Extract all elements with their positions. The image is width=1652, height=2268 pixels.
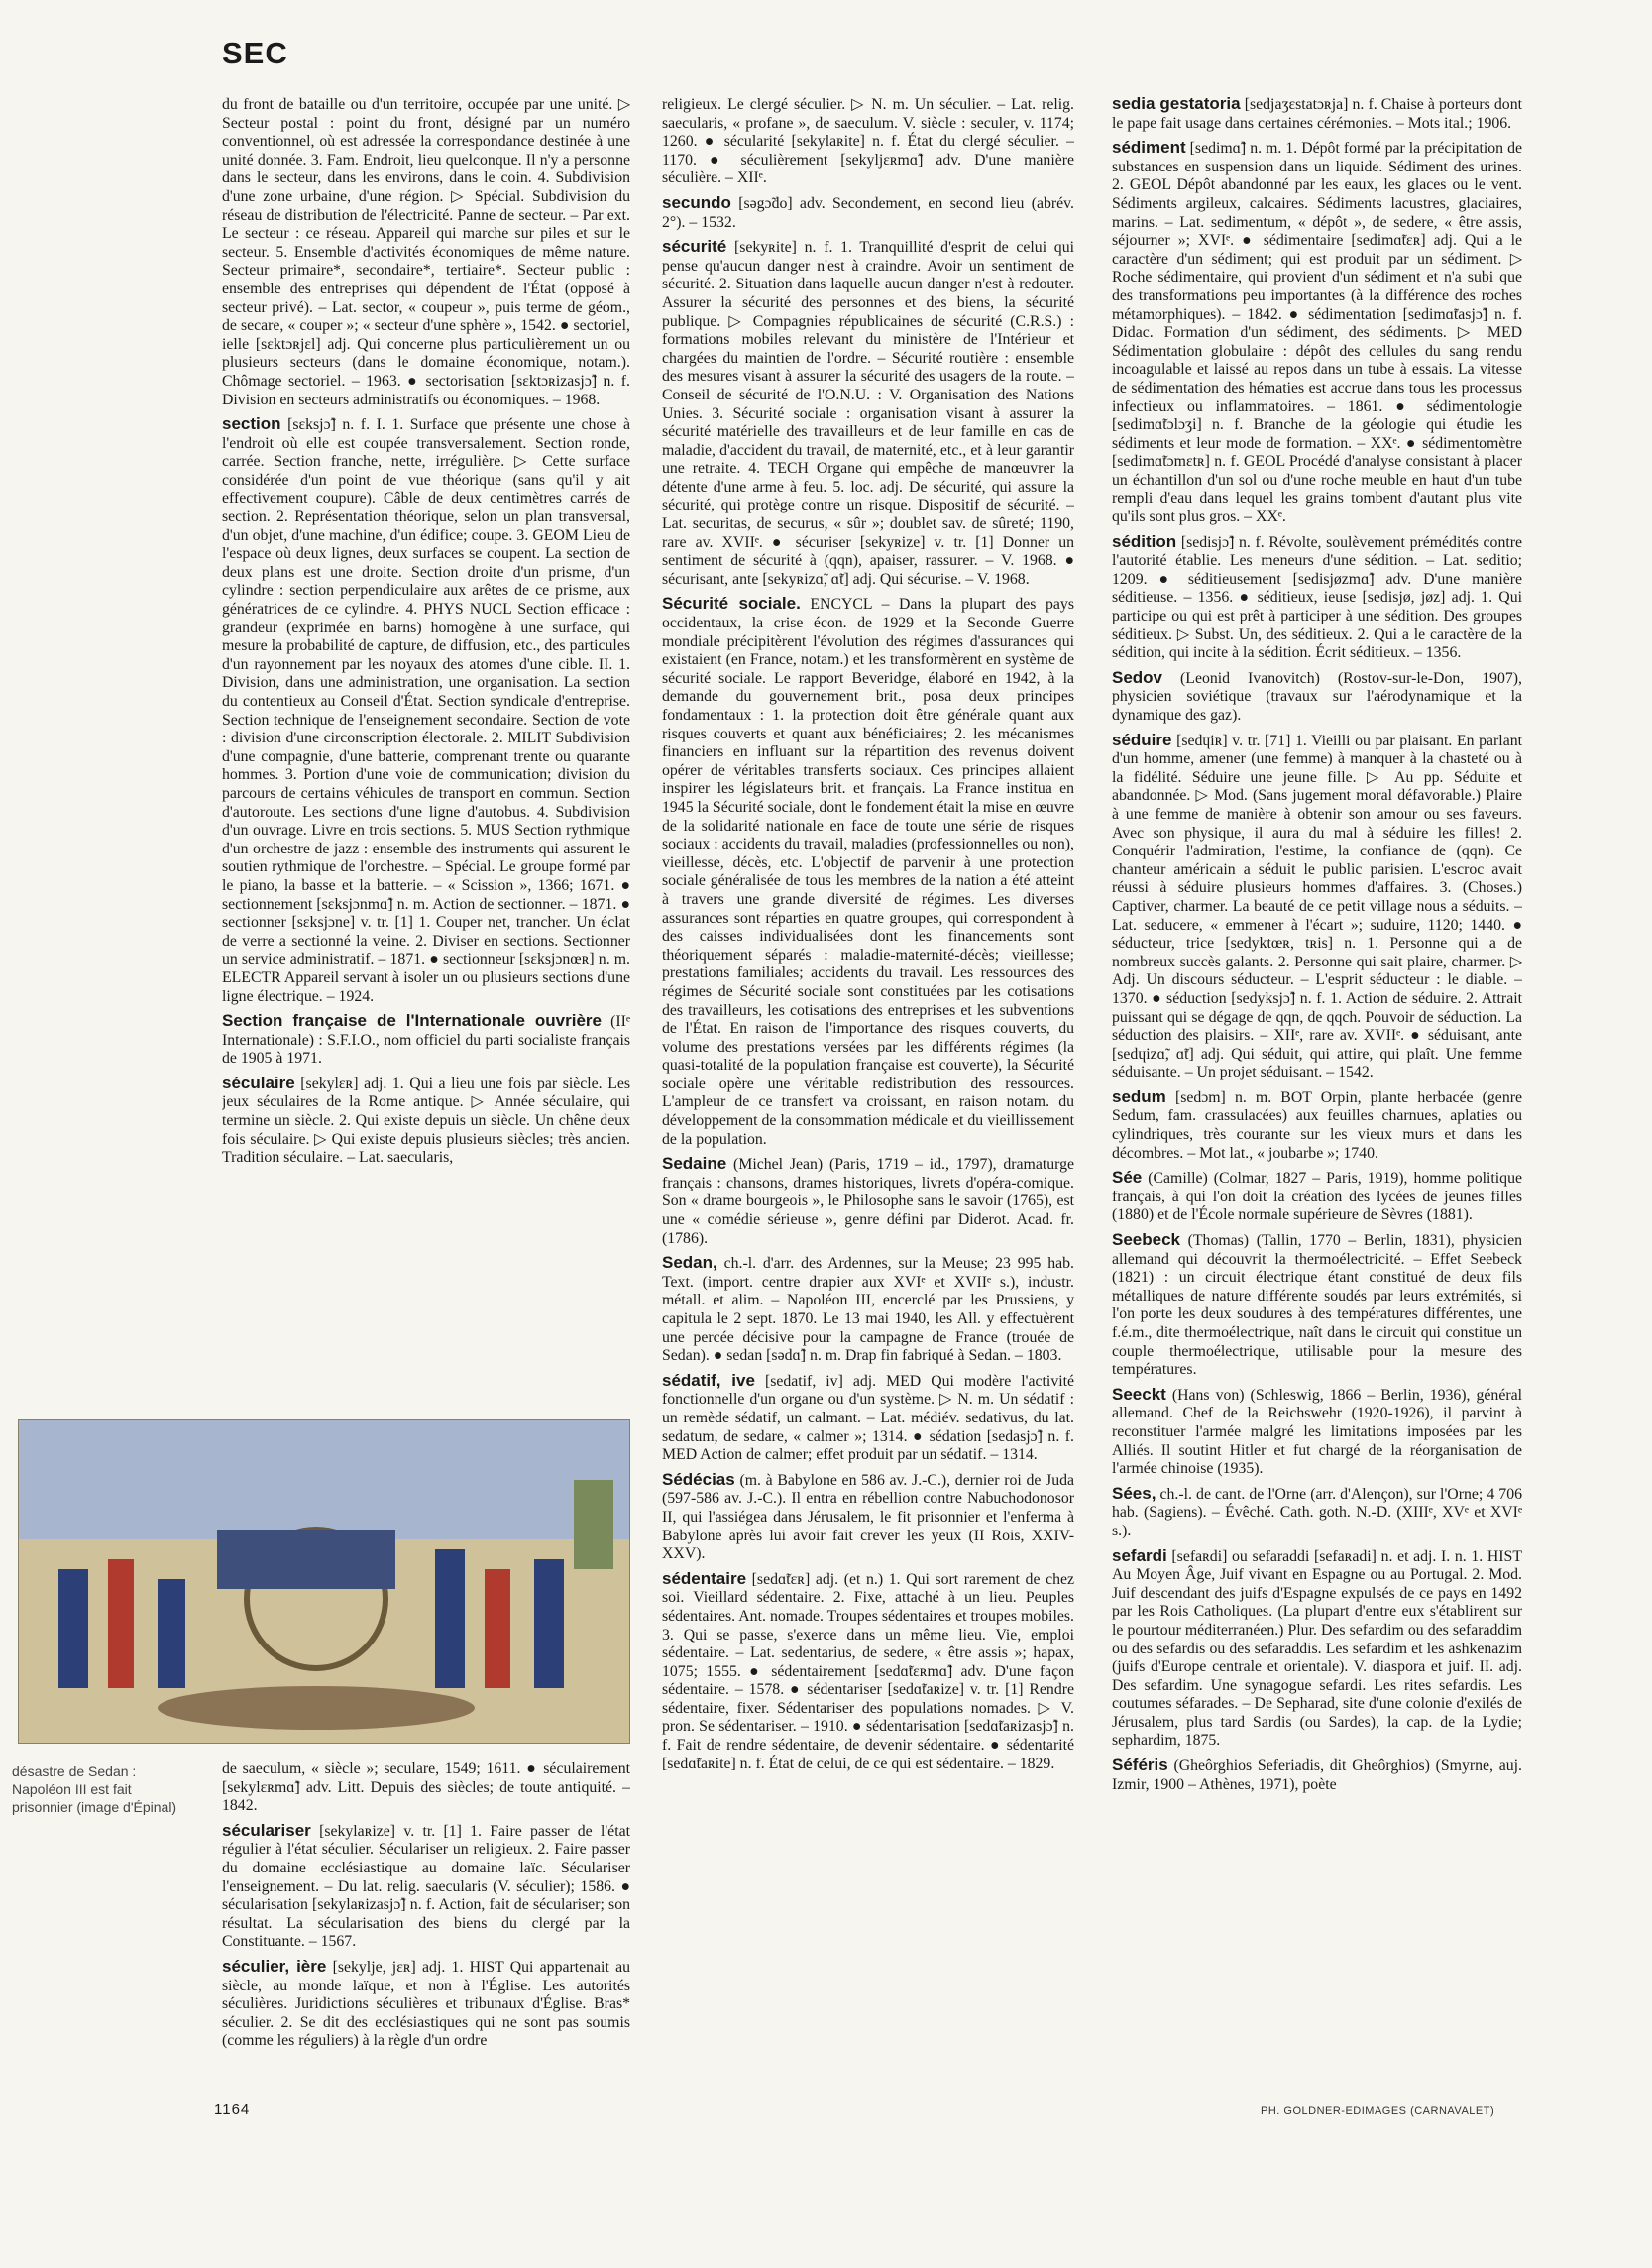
entry-headword: Sédécias xyxy=(662,1469,735,1489)
entry-text: [səgɔ̃do] adv. Secondement, en second lieu (abrév. 2°). – 1532. xyxy=(662,194,1074,231)
photo-credit: PH. GOLDNER-EDIMAGES (CARNAVALET) xyxy=(1261,2105,1495,2117)
dictionary-entry xyxy=(1112,669,1522,726)
illustration-sedan-image xyxy=(18,1419,630,1744)
dictionary-entry xyxy=(662,595,1074,1149)
dictionary-entry xyxy=(662,1155,1074,1248)
entry-text: [sedisjɔ̃] n. f. Révolte, soulèvement prémédités contre l'autorité établie. Les meneurs d'une sédition. – Lat. seditio; 1209. ● séditieusement [sedisjøzmɑ̃] adv. D'une manière séditieuse. – 1356. ● séditieux, ieuse [sedisjø, jøz] adj. 1. Qui participe ou qui est prêt à participer à une sédition. Des groupes séditieux. ▷ Subst. Un, des séditieux. 2. Qui a le caractère de la sédition, qui incite à la sédition. Écrit séditieux. – 1356. xyxy=(1112,533,1522,662)
illustration-caption xyxy=(12,1762,180,1816)
entry-text: [sedɥiʀ] v. tr. [71] 1. Vieilli ou par plaisant. En parlant d'un homme, amener (une femme) à manquer à la chasteté ou à la fidélité. Séduire une jeune fille. ▷ Au pp. Séduite et abandonnée. ▷ Mod. (Sans jugement moral défavorable.) Plaire à une femme de manière à obtenir son amour ou ses faveurs. Avec son physique, il aura du mal à séduire les filles! 2. Conquérir l'admiration, l'estime, la confiance de (qqn). Ce chanteur américain a séduit le public parisien. L'escroc avait réussi à séduire plusieurs hommes d'affaires. 3. (Choses.) Captiver, charmer. La beauté de ce petit village nous a séduits. – Lat. seducere, « emmener à l'écart »; suduire, 1120; 1440. ● séducteur, trice [sedyktœʀ, tʀis] n. 1. Personne qui a de nombreux succès galants. 2. Personne qui sait plaire, charmer. ▷ Adj. Un discours séducteur. – L'esprit séducteur : le diable. – 1370. ● séduction [sedyksjɔ̃] n. f. 1. Action de séduire. 2. Attrait puissant qui se dégage de qqn, de qqch. Pouvoir de séduction. La séduction des plaisirs. – XIIᵉ, rare av. XVIIᵉ. ● séduisant, ante [sedɥizɑ̃, ɑ̃t] adj. Qui séduit, qui attire, qui plaît. Une femme séduisante. – Un projet séduisant. – 1542. xyxy=(1112,732,1522,1081)
entry-headword: Sedov xyxy=(1112,667,1163,687)
dictionary-entry xyxy=(1112,1088,1522,1163)
entry-text: [sekyʀite] n. f. 1. Tranquillité d'esprit de celui qui pense qu'aucun danger n'est à craindre. Avoir un sentiment de sécurité. 2. Situation dans laquelle aucun danger n'est à redouter. Assurer la sécurité des personnes et des biens, la sécurité publique. ▷ Compagnies républicaines de sécurité (C.R.S.) : formations mobiles relevant du ministère de l'Intérieur et chargées du maintien de l'ordre. – Sécurité routière : ensemble des mesures visant à assurer la sécurité des usagers de la route. – Conseil de sécurité de l'O.N.U. : V. Organisation des Nations Unies. 3. Sécurité sociale : organisation visant à assurer la sécurité matérielle des travailleurs et de leur famille en cas de maladie, d'accident du travail, de maternité, etc., et à leur garantir une retraite. 4. TECH Organe qui empêche de manœuvrer la détente d'une arme à feu. 5. loc. adj. De sécurité, qui assure la sécurité, qui protège contre un risque. Dispositif de sécurité. – Lat. securitas, de securus, « sûr »; doublet sav. de sûreté; 1190, rare av. XVIIᵉ. ● sécuriser [sekyʀize] v. tr. [1] Donner un sentiment de sécurité à (qqn), apaiser, rassurer. – V. 1968. ● sécurisant, ante [sekyʀizɑ̃, ɑ̃t] adj. Qui sécurise. – V. 1968. xyxy=(662,239,1074,588)
entry-headword: Seeckt xyxy=(1112,1384,1166,1404)
dictionary-entry xyxy=(222,1958,630,2051)
entry-headword: Seebeck xyxy=(1112,1230,1180,1250)
entry-headword: Section française de l'Internationale ouvrière xyxy=(222,1011,602,1031)
dictionary-entry xyxy=(1112,533,1522,663)
dictionary-entry xyxy=(222,95,630,409)
dictionary-entry xyxy=(662,238,1074,589)
dictionary-entry xyxy=(662,194,1074,232)
dictionary-entry xyxy=(1112,1386,1522,1479)
entry-text: religieux. Le clergé séculier. ▷ N. m. Un séculier. – Lat. relig. saecularis, « profane », de saeculum. V. siècle : seculer, v. 1174; 1260. ● sécularité [sekylaʀite] n. f. État du clergé séculier. – 1170. ● séculièrement [sekyljɛʀmɑ̃] adv. D'une manière séculière. – XIIᵉ. xyxy=(662,96,1074,187)
entry-text: (IIᵉ Internationale) : S.F.I.O., nom officiel du parti socialiste français de 1905 à 1971. xyxy=(222,1013,630,1068)
entry-text: [sedɑ̃tɛʀ] adj. (et n.) 1. Qui sort rarement de chez soi. Vieillard sédentaire. 2. Fixe, attaché à un lieu. Peuples sédentaires. Ant. nomade. Troupes sédentaires et troupes mobiles. 3. Qui se passe, s'exerce dans un même lieu. Vie, emploi sédentaire. – Lat. sedentarius, de sedere, « être assis »; hapax, 1075; 1555. ● sédentairement [sedɑ̃tɛʀmɑ̃] adv. D'une façon sédentaire. – 1578. ● sédentariser [sedɑ̃taʀize] v. tr. [1] Rendre sédentaire, fixer. Sédentariser des populations nomades. ▷ V. pron. Se sédentariser. – 1910. ● sédentarisation [sedɑ̃taʀizasjɔ̃] n. f. Fait de rendre sédentaire, de devenir sédentaire. ● sédentarité [sedɑ̃taʀite] n. f. État de celui, de ce qui est sédentaire. – 1829. xyxy=(662,1570,1074,1772)
entry-text: [sedimɑ̃] n. m. 1. Dépôt formé par la précipitation de substances en suspension dans un liquide. Sédiment des urines. 2. GEOL Dépôt abandonné par les eaux, les glaces ou le vent. Sédiments argileux, calcaires. Sédiments lacustres, glaciaires, marins. – Lat. sedimentum, « dépôt », de sedere, « être assis, séjourner »; XVIᵉ. ● sédimentaire [sedimɑ̃tɛʀ] adj. Qui a le caractère d'un sédiment; qui est produit par un sédiment. ▷ Roche sédimentaire, qui provient d'un sédiment et n'a subi que des transformations peu importantes (à la différence des roches métamorphiques). – 1842. ● sédimentation [sedimɑ̃tasjɔ̃] n. f. Didac. Formation d'un sédiment, des sédiments. ▷ MED Sédimentation globulaire : dépôt des cellules du sang rendu incoagulable et laissé au repos dans un tube à essais. La vitesse de sédimentation des hématies est accrue dans tous les processus infectieux ou inflammatoires. – 1861. ● sédimentologie [sedimɑ̃tɔlɔʒi] n. f. Branche de la géologie qui étudie les sédiments et leur mode de formation. – XXᵉ. ● sédimentomètre [sedimɑ̃tɔmɛtʀ] n. f. GEOL Procédé d'analyse consistant à placer un échantillon d'un sol ou d'une roche meuble en haut d'un tube rempli d'eau dans lequel les grains tombent d'autant plus vite qu'ils sont plus gros. – XXᵉ. xyxy=(1112,140,1522,526)
dictionary-entry xyxy=(1112,1169,1522,1225)
entry-headword: sédiment xyxy=(1112,138,1186,158)
dictionary-entry xyxy=(222,1012,630,1069)
entry-text: [sɛksjɔ̃] n. f. I. 1. Surface que présente une chose à l'endroit où elle est coupée transversalement. Section ronde, carrée. Section franche, nette, irrégulière. ▷ Cette surface considérée d'un point de vue théorique (sans qu'il y ait effectivement coupure). Câble de deux centimètres carrés de section. 2. Représentation théorique, selon un plan transversal, d'un objet, d'une machine, d'un édifice; coupe. 3. GEOM Lieu de l'espace où deux lignes, deux surfaces se coupent. La section de deux plans est une droite. Section droite d'un prisme, d'un cylindre : section perpendiculaire aux arêtes de ce prisme, aux génératrices de ce cylindre. 4. PHYS NUCL Section efficace : grandeur (exprimée en barns) homogène à une surface, qui mesure la probabilité de capture, de diffusion, etc., des particules d'un rayonnement par les noyaux des atomes d'une cible. II. 1. Division, dans une administration, une organisation. La section du contentieux au Conseil d'État. Section syndicale d'entreprise. Section technique de l'enseignement secondaire. Section de vote : division d'une circonscription électorale. 2. MILIT Subdivision d'une compagnie, d'une batterie, comprenant trente ou quarante hommes. 3. Portion d'une voie de communication; division du parcours de certains véhicules de transport en commun. Section d'autoroute. Les sections d'une ligne d'autobus. 4. Subdivision d'un ouvrage. Livre en trois sections. 5. MUS Section rythmique d'un orchestre de jazz : ensemble des instruments qui assurent le soutien rythmique de l'orchestre. – Spécial. Le groupe formé par le piano, la basse et la batterie. – « Scission », 1366; 1671. ● sectionnement [sɛksjɔnmɑ̃] n. m. Action de sectionner. – 1871. ● sectionner [sɛksjɔne] v. tr. [1] 1. Couper net, trancher. Un éclat de verre a sectionné la veine. 2. Diviser en sections. Sectionner un service administratif. – 1871. ● sectionneur [sɛksjɔnœʀ] n. m. ELECTR Appareil servant à isoler un ou plusieurs sections d'une ligne électrique. – 1924. xyxy=(222,416,630,1005)
column-1-continued xyxy=(222,1759,630,2082)
entry-headword: sédition xyxy=(1112,531,1177,551)
entry-text: (Thomas) (Tallin, 1770 – Berlin, 1831), physicien allemand qui découvrit la thermoélectricité. – Effet Seebeck (1821) : un circuit électrique étant constitué de deux fils métalliques de nature différente soudés par leurs extrémités, si l'on porte les deux soudures à des températures différentes, une f.é.m., dite thermoélectrique, naît dans le circuit qui constitue un couple thermoélectrique, utilisable pour la mesure des températures. xyxy=(1112,1232,1522,1379)
entry-text: (Michel Jean) (Paris, 1719 – id., 1797), dramaturge français : chansons, drames historiques, livrets d'opéra-comique. Son « drame bourgeois », le Philosophe sans le savoir (1765), est une « comédie sérieuse », genre défini par Diderot. Acad. fr. (1786). xyxy=(662,1156,1074,1247)
dictionary-entry xyxy=(662,1570,1074,1774)
battle-scene-image xyxy=(19,1420,629,1743)
entry-headword: séculaire xyxy=(222,1073,295,1092)
entry-text: [sekylɛʀ] adj. 1. Qui a lieu une fois par siècle. Les jeux séculaires de la Rome antique. ▷ Année séculaire, qui termine un siècle. 2. Qui existe depuis un siècle. Un chêne deux fois séculaire. ▷ Qui existe depuis plusieurs siècles; très ancien. Tradition séculaire. – Lat. saecularis, xyxy=(222,1075,630,1167)
dictionary-entry xyxy=(662,1254,1074,1366)
entry-text: [sefaʀdi] ou sefaraddi [sefaʀadi] n. et adj. I. n. 1. HIST Au Moyen Âge, Juif vivant en Espagne ou au Portugal. 2. Mod. Juif descendant des juifs d'Espagne expulsés de ce pays en 1492 par les Rois Catholiques. (La plupart d'entre eux s'établirent sur le pourtour méditerranéen.) Plur. Des sefardim ou des sefaraddim ou des sefardis ou des sefaraddis. Les sefardim et les ashkenazim (juifs d'Europe centrale et orientale). V. diaspora et juif. II. adj. Des sefardim. Une synagogue sefardi. Les rites sefardis. Les coutumes séfarades. – De Sepharad, site d'une colonie d'exilés de Jérusalem, plus tard Sardis (ou Sardes), la cap. de la Lydie; sephardim, 1875. xyxy=(1112,1547,1522,1750)
dictionary-entry xyxy=(1112,1485,1522,1541)
entry-text: [sedɔm] n. m. BOT Orpin, plante herbacée (genre Sedum, fam. crassulacées) aux feuilles charnues, aplaties ou cylindriques, très courante sur les vieux murs et dans les décombres. – Mot lat., « joubarbe »; 1740. xyxy=(1112,1088,1522,1162)
entry-headword: secundo xyxy=(662,192,731,212)
entry-text: (Leonid Ivanovitch) (Rostov-sur-le-Don, 1907), physicien soviétique (travaux sur l'aérodynamique et la dynamique des gaz). xyxy=(1112,669,1522,724)
entry-text: [sekylje, jɛʀ] adj. 1. HIST Qui appartenait au siècle, au monde laïque, et non à l'Église. Les autorités séculières. Juridictions séculières et tribunaux d'Église. Bras* séculier. 2. Se dit des ecclésiastiques qui ne sont pas soumis (comme les réguliers) à la règle d'un ordre xyxy=(222,1958,630,2050)
dictionary-entry xyxy=(1112,1757,1522,1794)
dictionary-entry xyxy=(222,1759,630,1816)
entry-text: ch.-l. d'arr. des Ardennes, sur la Meuse; 23 995 hab. Text. (import. centre drapier aux XVIᵉ et XVIIᵉ s.), industr. métall. et alim. – Napoléon III, encerclé par les Prussiens, y capitula le 2 sept. 1870. Le 13 mai 1940, les All. y effectuèrent une percée décisive pour la campagne de France (trouée de Sedan). ● sedan [sədɑ̃] n. m. Drap fin fabriqué à Sedan. – 1803. xyxy=(662,1255,1074,1365)
entry-text: (Camille) (Colmar, 1827 – Paris, 1919), homme politique français, à qui l'on doit la création des lycées de jeunes filles (1880) et de l'École normale supérieure de Sèvres (1881). xyxy=(1112,1170,1522,1224)
entry-headword: séduire xyxy=(1112,730,1172,749)
entry-text: de saeculum, « siècle »; seculare, 1549; 1611. ● séculairement [sekylɛʀmɑ̃] adv. Litt. Depuis des siècles; de toute antiquité. – 1842. xyxy=(222,1760,630,1815)
entry-text: [sedjaʒɛstatɔʀja] n. f. Chaise à porteurs dont le pape fait usage dans certaines cérémonies. – Mots ital.; 1906. xyxy=(1112,96,1522,132)
entry-text: du front de bataille ou d'un territoire, occupée par une unité. ▷ Secteur postal : point du front, désigné par un numéro conventionnel, où est adressée la correspondance destinée à une unité donnée. 3. Fam. Endroit, lieu quelconque. Il n'y a personne dans le secteur, dans les environs, dans le coin. 4. Subdivision d'une zone urbaine, d'une région. ▷ Spécial. Subdivision du réseau de distribution de l'électricité. Panne de secteur. – Par ext. Le secteur : ce réseau. Appareil qui marche sur piles et sur le secteur. 5. Ensemble d'activités économiques de même nature. Secteur primaire*, secondaire*, tertiaire*. Secteur public : ensemble des entreprises qui dépendent de l'État (opposé à secteur privé). – Lat. sector, « coupeur », puis terme de géom., de secare, « couper »; « secteur d'une sphère », 1542. ● sectoriel, ielle [sɛktɔʀjɛl] adj. Qui concerne plus particulièrement un ou plusieurs secteurs (dans le domaine économique, notam.). Chômage sectoriel. – 1963. ● sectorisation [sɛktɔʀizasjɔ̃] n. f. Division en secteurs administratifs ou économiques. – 1968. xyxy=(222,96,630,408)
column-3 xyxy=(1112,95,1522,2080)
page-number: 1164 xyxy=(214,2101,251,2118)
entry-text: (m. à Babylone en 586 av. J.-C.), dernier roi de Juda (597-586 av. J.-C.). Il entra en rébellion contre Nabuchodonosor II, qui l'assiégea dans Jérusalem, le fit prisonnier et l'enferma à Babylone après lui avoir fait crever les yeux (II Rois, XXIV-XXV). xyxy=(662,1471,1074,1563)
entry-headword: Sée xyxy=(1112,1168,1143,1188)
entry-headword: sédatif, ive xyxy=(662,1370,755,1390)
entry-text: [sedatif, iv] adj. MED Qui modère l'activité fonctionnelle d'un organe ou d'un système. ▷ N. m. Un sédatif : un remède sédatif, un calmant. – Lat. médiév. sedativus, du lat. sedatum, de sedare, « calmer »; 1314. ● sédation [sedasjɔ̃] n. f. MED Action de calmer; effet produit par un sédatif. – 1314. xyxy=(662,1372,1074,1464)
entry-text: (Gheôrghios Seferiadis, dit Gheôrghios) (Smyrne, auj. Izmir, 1900 – Athènes, 1971), poète xyxy=(1112,1758,1522,1793)
entry-text: ch.-l. de cant. de l'Orne (arr. d'Alençon), sur l'Orne; 4 706 hab. (Sagiens). – Évêché. Cath. goth. N.-D. (XIIIᵉ, XVᵉ et XVIᵉ s.). xyxy=(1112,1485,1522,1539)
dictionary-entry xyxy=(662,1471,1074,1564)
entry-headword: sefardi xyxy=(1112,1545,1167,1565)
dictionary-entry xyxy=(1112,732,1522,1082)
column-1 xyxy=(222,95,630,1399)
entry-text: (Hans von) (Schleswig, 1866 – Berlin, 1936), général allemand. Chef de la Reichswehr (1920-1926), il parvint à reconstituer l'armée malgré les limitations imposées par les Alliés. Il soutint Hitler et fut chargé de la réorganisation de l'armée chinoise (1935). xyxy=(1112,1386,1522,1478)
entry-headword: sédentaire xyxy=(662,1568,747,1588)
entry-headword: Sedan, xyxy=(662,1253,717,1273)
dictionary-entry xyxy=(1112,95,1522,133)
entry-headword: Sées, xyxy=(1112,1483,1156,1503)
entry-headword: séculariser xyxy=(222,1820,311,1840)
caption-text: désastre de Sedan : Napoléon III est fait prisonnier (image d'Épinal) xyxy=(12,1763,177,1815)
page-title: SEC xyxy=(222,36,288,70)
dictionary-entry xyxy=(222,1822,630,1952)
dictionary-entry xyxy=(1112,139,1522,526)
entry-text: [sekylaʀize] v. tr. [1] 1. Faire passer de l'état régulier à l'état séculier. Séculariser un religieux. 2. Faire passer du domaine ecclésiastique au domaine laïc. Séculariser l'enseignement. – Du lat. relig. saecularis (V. séculier); 1586. ● sécularisation [sekylaʀizasjɔ̃] n. f. Action, fait de séculariser; son résultat. La sécularisation des biens du clergé par la Constituante. – 1567. xyxy=(222,1822,630,1951)
column-2 xyxy=(662,95,1074,2080)
entry-headword: sécurité xyxy=(662,237,727,257)
entry-headword: Séféris xyxy=(1112,1756,1168,1775)
entry-headword: Sécurité sociale. xyxy=(662,594,801,614)
dictionary-entry xyxy=(1112,1547,1522,1752)
entry-headword: séculier, ière xyxy=(222,1956,327,1976)
dictionary-entry xyxy=(662,1372,1074,1465)
dictionary-entry xyxy=(222,415,630,1006)
dictionary-entry xyxy=(662,95,1074,188)
entry-headword: Sedaine xyxy=(662,1154,727,1174)
dictionary-entry xyxy=(222,1075,630,1168)
entry-headword: sedum xyxy=(1112,1086,1166,1106)
dictionary-entry xyxy=(1112,1231,1522,1380)
entry-headword: section xyxy=(222,414,281,434)
entry-text: ENCYCL – Dans la plupart des pays occidentaux, la crise écon. de 1929 et la Seconde Guerre mondiale précipitèrent l'évolution des régimes d'assurances qui existaient (en France, notam.) et les transformèrent en système de sécurité sociale. Le rapport Beveridge, élaboré en 1942, à la demande du gouvernement brit., posa deux principes fondamentaux : 1. la protection doit être générale quant aux risques couverts et quant aux bénéficiaires; 2. les mécanismes financiers en influant sur la répartition des revenus doivent opérer de véritables transferts sociaux. Ces principes allaient inspirer les législateurs brit. et français. La France institua en 1945 la Sécurité sociale, dont le fondement était la mise en œuvre de la solidarité nationale en face de toute une série de risques sociaux : accidents du travail, maladies (professionnelles ou non), vieillesse, décès, etc. L'objectif de parvenir à une protection sociale généralisée de tous les membres de la nation a été atteint à travers une grande diversité de régimes. Les diverses assurances sont réparties en quatre groupes, qui correspondent à des caisses individualisées dont les financements sont théoriquement séparés : maladie-maternité-décès; vieillesse; prestations familiales; accidents du travail. Les ressources des régimes de Sécurité sociale sont constituées par les cotisations des travailleurs, les cotisations des entreprises et les subventions de l'État. En raison de l'importance des risques couverts, du volume des prestations versées par les différents régimes (la quasi-totalité de la population française est couverte), la Sécurité sociale opère une véritable redistribution des ressources. L'ampleur de ce transfert va croissant, en raison notam. du développement de la consommation médicale et du vieillissement de la population. xyxy=(662,596,1074,1148)
entry-headword: sedia gestatoria xyxy=(1112,95,1241,113)
